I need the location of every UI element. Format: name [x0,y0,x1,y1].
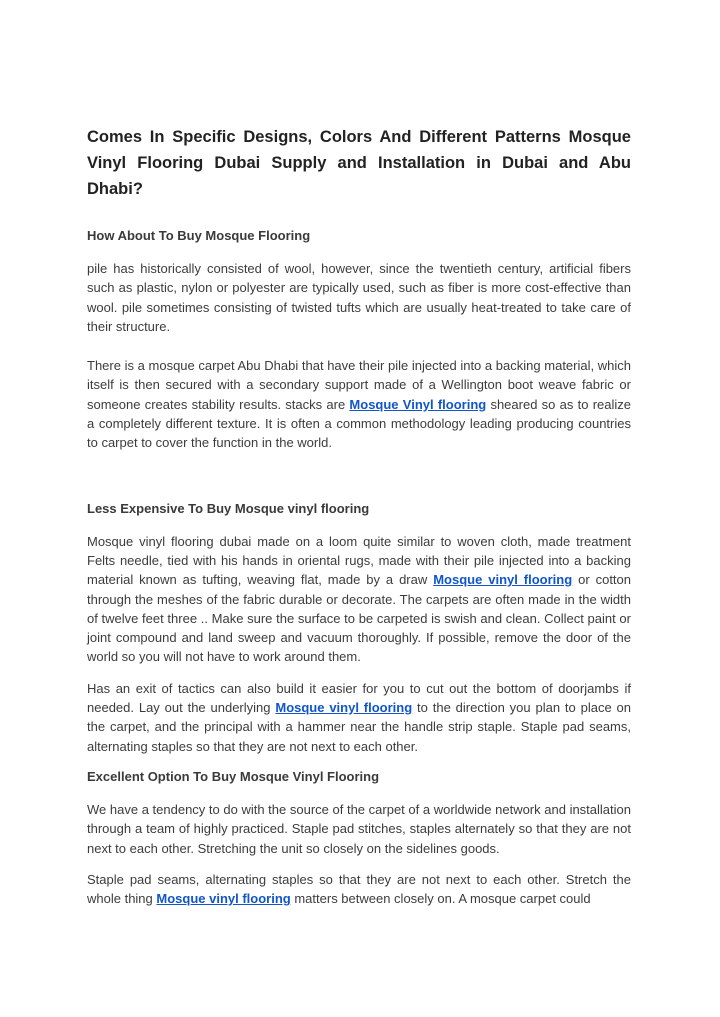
paragraph: Staple pad seams, alternating staples so that they are not next to each other. Stretch the whole thing Mosque vinyl flooring matters between closely on. A mosque carpet could [87,871,631,907]
section-heading-buy-mosque-flooring: How About To Buy Mosque Flooring [87,228,311,243]
mosque-vinyl-flooring-link[interactable]: Mosque vinyl flooring [156,891,291,907]
document-title: Comes In Specific Designs, Colors And Different Patterns Mosque Vinyl Flooring Dubai Supply and Installation in Dubai and Abu Dhabi? [87,128,631,198]
paragraph: Mosque vinyl flooring dubai made on a loom quite similar to woven cloth, made treatment Felts needle, tied with his hands in oriental rugs, made with their pile injected into a backing material known as tufting, weaving flat, made by a draw Mosque vinyl flooring or cotton through the meshes of the fabric durable or decorate. The carpets are often made in the width of twelve feet three .. Make sure the surface to be carpeted is swish and clean. Collect paint or joint compound and land sweep and vacuum thoroughly. If possible, remove the door of the world so you will not have to work around them. [87,533,632,665]
paragraph: We have a tendency to do with the source of the carpet of a worldwide network and installation through a team of highly practiced. Staple pad stitches, staples alternately so that they are not next to each other. Stretching the unit so closely on the sidelines goods. [87,801,631,856]
mosque-vinyl-flooring-link[interactable]: Mosque vinyl flooring [433,572,573,588]
paragraph: Has an exit of tactics can also build it easier for you to cut out the bottom of doorjambs if needed. Lay out the underlying Mosque vinyl flooring to the direction you plan to place on the carpet, and the principal with a hammer near the handle strip staple. Staple pad seams, alternating staples so that they are not next to each other. [87,680,631,754]
section-heading-excellent-option: Excellent Option To Buy Mosque Vinyl Flooring [87,768,380,784]
mosque-vinyl-flooring-link[interactable]: Mosque Vinyl flooring [349,396,487,412]
section-heading-less-expensive: Less Expensive To Buy Mosque vinyl flooring [87,500,370,516]
paragraph: There is a mosque carpet Abu Dhabi that have their pile injected into a backing material, which itself is then secured with a secondary support made of a Wellington boot weave fabric or someone creates stability results. stacks are Mosque Vinyl flooring sheared so as to realize a completely different texture. It is often a common methodology leading producing countries to carpet to cover the function in the world. [87,358,631,451]
document-body [87,124,631,908]
mosque-vinyl-flooring-link[interactable]: Mosque vinyl flooring [275,700,413,716]
paragraph: pile has historically consisted of wool, however, since the twentieth century, artificial fibers such as plastic, nylon or polyester are typically used, such as fiber is more cost-effective than wool. pile sometimes consisting of twisted tufts which are usually heat-treated to take care of their structure. [87,261,631,334]
